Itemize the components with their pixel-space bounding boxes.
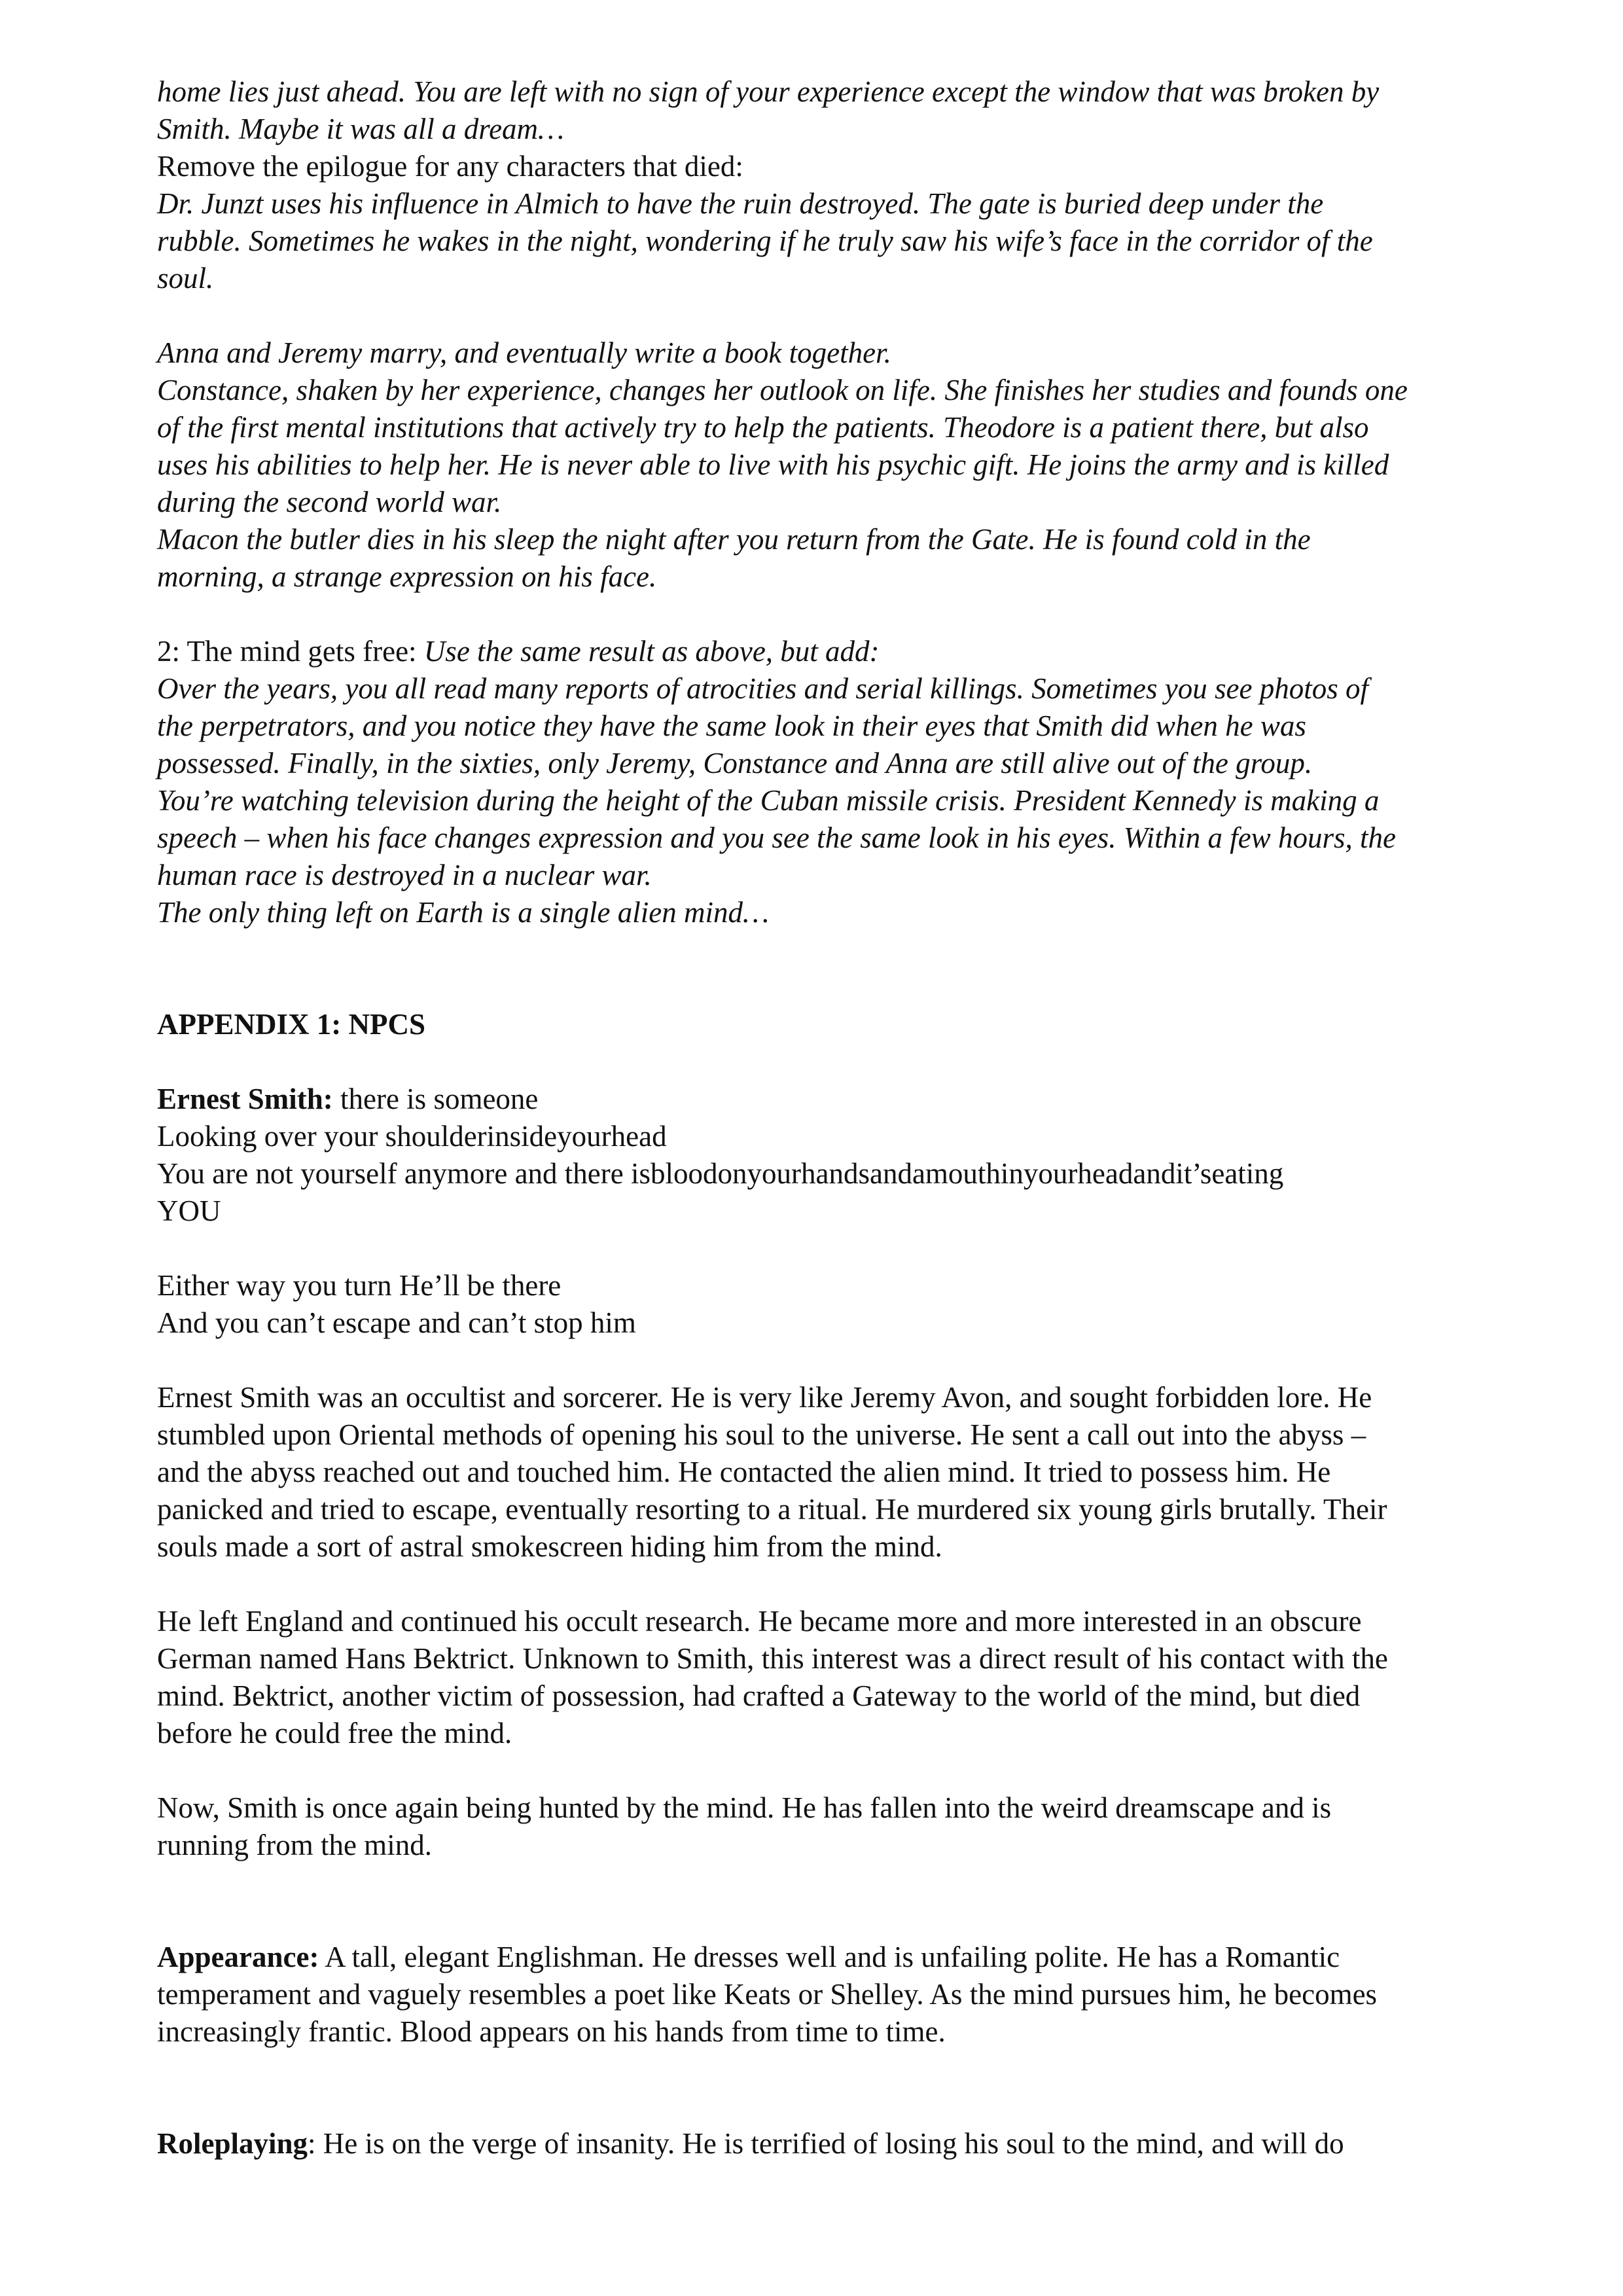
paragraph-line: He left England and continued his occult research. He became more and more interested in an obscure (157, 1605, 1362, 1638)
paragraph-line: before he could free the mind. (157, 1717, 512, 1749)
paragraph-line: human race is destroyed in a nuclear war. (157, 859, 652, 891)
paragraph-spacer (157, 1864, 1564, 1939)
paragraph-spacer (157, 596, 1564, 633)
paragraph-spacer (157, 1230, 1564, 1267)
paragraph-line: Macon the butler dies in his sleep the night after you return from the Gate. He is found cold in the (157, 523, 1311, 556)
smith-bio-paragraph-3 (157, 1789, 1564, 1864)
junzt-paragraph (157, 185, 1564, 297)
paragraph-spacer (157, 297, 1564, 334)
paragraph-line: running from the mind. (157, 1829, 432, 1861)
paragraph-spacer (157, 1566, 1564, 1603)
mind-free-paragraph (157, 670, 1564, 931)
paragraph-text: : He is on the verge of insanity. He is terrified of losing his soul to the mind, and will do (308, 2127, 1344, 2160)
poem-line: You are not yourself anymore and there isbloodonyourhandsandamouthinyourheadandit’seating (157, 1157, 1284, 1190)
anna-jeremy-line: Anna and Jeremy marry, and eventually write a book together. (157, 336, 891, 369)
paragraph-line: speech – when his face changes expression and you see the same look in his eyes. Within a few hours, the (157, 821, 1396, 854)
paragraph-line: The only thing left on Earth is a single alien mind… (157, 896, 769, 929)
paragraph-line: morning, a strange expression on his face. (157, 560, 657, 593)
smith-bio-paragraph-2 (157, 1603, 1564, 1752)
appearance-label: Appearance: (157, 1941, 319, 1973)
paragraph-line: panicked and tried to escape, eventually resorting to a ritual. He murdered six young girls brutally. Their (157, 1493, 1387, 1526)
paragraph-spacer (157, 1342, 1564, 1379)
paragraph-line: during the second world war. (157, 486, 502, 518)
smith-name: Ernest Smith: (157, 1083, 333, 1115)
poem-line: YOU (157, 1194, 221, 1227)
remove-epilogue-label: Remove the epilogue for any characters that died: (157, 150, 743, 183)
mind-free-instruction: Use the same result as above, but add: (423, 635, 880, 668)
mind-free-label: 2: The mind gets free: (157, 635, 417, 668)
smith-bio-paragraph-1 (157, 1379, 1564, 1566)
mind-free-heading (157, 633, 1564, 670)
section-spacer (157, 931, 1564, 1006)
roleplaying-label: Roleplaying (157, 2127, 308, 2160)
poem-line: Looking over your shoulderinsideyourhead (157, 1120, 667, 1153)
roleplaying-first-line (157, 2125, 1564, 2162)
document-page (157, 73, 1564, 2162)
macon-paragraph (157, 521, 1564, 596)
paragraph-line: rubble. Sometimes he wakes in the night, wondering if he truly saw his wife’s face in the corridor of the (157, 224, 1373, 257)
constance-paragraph (157, 372, 1564, 521)
paragraph-line: German named Hans Bektrict. Unknown to Smith, this interest was a direct result of his contact with the (157, 1642, 1388, 1675)
paragraph-line: of the first mental institutions that actively try to help the patients. Theodore is a patient there, but also (157, 411, 1369, 444)
appendix-heading: APPENDIX 1: NPCS (157, 1008, 425, 1041)
paragraph-line: possessed. Finally, in the sixties, only Jeremy, Constance and Anna are still alive out of the group. (157, 747, 1313, 780)
poem-line: And you can’t escape and can’t stop him (157, 1306, 636, 1339)
paragraph-line: souls made a sort of astral smokescreen hiding him from the mind. (157, 1530, 942, 1563)
paragraph-spacer (157, 2051, 1564, 2125)
paragraph-line: You’re watching television during the height of the Cuban missile crisis. President Kennedy is making a (157, 784, 1380, 817)
paragraph-line: uses his abilities to help her. He is never able to live with his psychic gift. He joins the army and is killed (157, 448, 1389, 481)
paragraph-line: stumbled upon Oriental methods of opening his soul to the universe. He sent a call out into the abyss – (157, 1418, 1366, 1451)
paragraph-line: Now, Smith is once again being hunted by the mind. He has fallen into the weird dreamscape and is (157, 1791, 1332, 1824)
appearance-paragraph (157, 1939, 1564, 2051)
paragraph-line: the perpetrators, and you notice they have the same look in their eyes that Smith did when he was (157, 709, 1306, 742)
epilogue-section (157, 73, 1564, 931)
epilogue-home-line-1: home lies just ahead. You are left with no sign of your experience except the window that was broken by (157, 75, 1380, 108)
poem-line: there is someone (340, 1083, 539, 1115)
epilogue-home-line-2: Smith. Maybe it was all a dream… (157, 113, 565, 145)
paragraph-spacer (157, 1043, 1564, 1081)
paragraph-line: Constance, shaken by her experience, changes her outlook on life. She finishes her studies and founds one (157, 374, 1408, 406)
paragraph-text: A tall, elegant Englishman. He dresses well and is unfailing polite. He has a Romantic (325, 1941, 1340, 1973)
paragraph-line: Dr. Junzt uses his influence in Almich to have the ruin destroyed. The gate is buried deep under the (157, 187, 1324, 220)
appendix-section (157, 1006, 1564, 2162)
appearance-first-line (157, 1939, 1564, 1976)
poem-line: Either way you turn He’ll be there (157, 1269, 562, 1302)
paragraph-spacer (157, 1752, 1564, 1789)
paragraph-line: soul. (157, 262, 214, 295)
paragraph-line: increasingly frantic. Blood appears on his hands from time to time. (157, 2015, 946, 2048)
paragraph-line: Ernest Smith was an occultist and sorcerer. He is very like Jeremy Avon, and sought forbidden lore. He (157, 1381, 1372, 1414)
paragraph-line: mind. Bektrict, another victim of possession, had crafted a Gateway to the world of the mind, but died (157, 1679, 1361, 1712)
paragraph-line: temperament and vaguely resembles a poet like Keats or Shelley. As the mind pursues him, he becomes (157, 1978, 1378, 2011)
paragraph-line: and the abyss reached out and touched him. He contacted the alien mind. It tried to possess him. He (157, 1456, 1331, 1488)
paragraph-line: Over the years, you all read many reports of atrocities and serial killings. Sometimes you see photos of (157, 672, 1368, 705)
smith-poem-first-line (157, 1081, 1564, 1118)
